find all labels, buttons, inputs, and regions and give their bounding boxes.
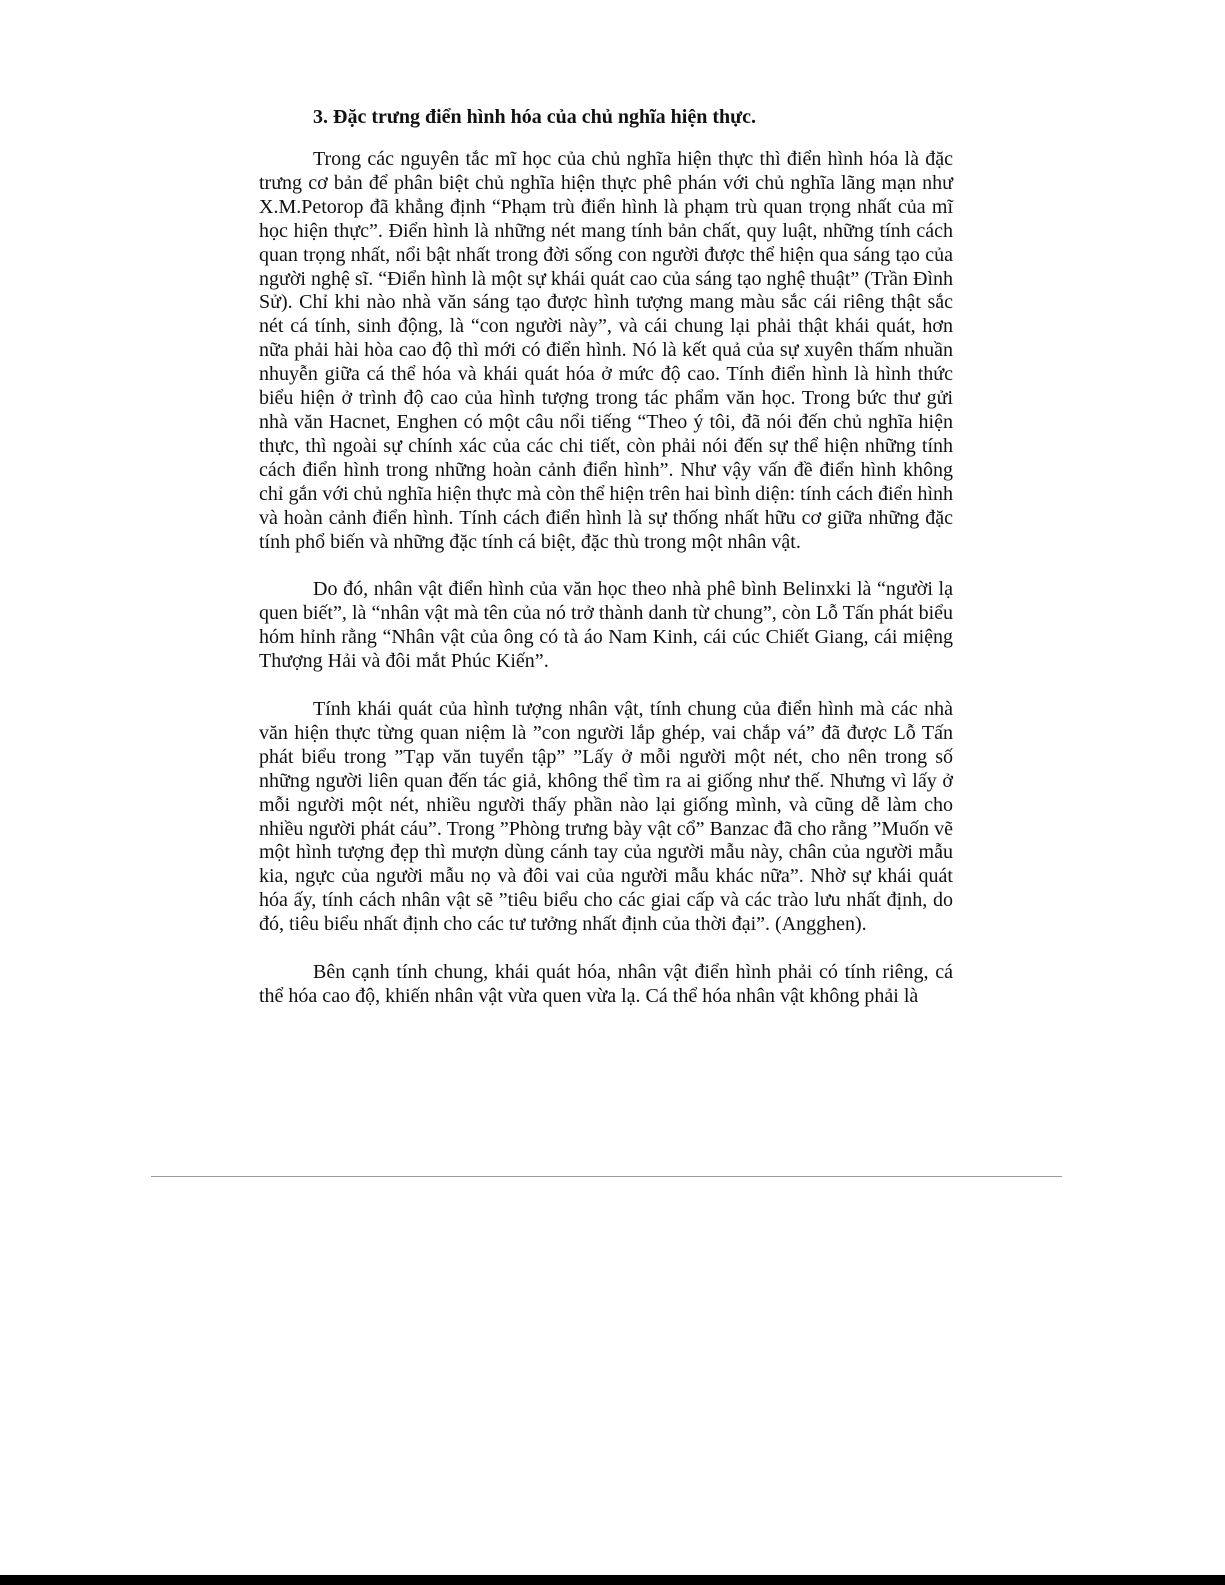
paragraph-generalization: Tính khái quát của hình tượng nhân vật, tính chung của điển hình mà các nhà văn hiện thực từng quan niệm là ”con người lắp ghép, vai chắp vá” đã được Lỗ Tấn phát biểu trong ”Tạp văn tuyển tập” ”Lấy ở mỗi người một nét, cho nên trong số những người liên quan đến tác giả, không thể tìm ra ai giống như thế. Nhưng vì lấy ở mỗi người một nét, nhiều người thấy phần nào lại giống mình, và cũng dễ làm cho nhiều người phát cáu”. Trong ”Phòng trưng bày vật cổ” Banzac đã cho rằng ”Muốn vẽ một hình tượng đẹp thì mượn dùng cánh tay của người mẫu này, chân của người mẫu kia, ngực của người mẫu nọ và đôi vai của người mẫu khác nữa”. Nhờ sự khái quát hóa ấy, tính cách nhân vật sẽ ”tiêu biểu cho các giai cấp và các trào lưu nhất định, do đó, tiêu biểu nhất định cho các tư tưởng nhất định của thời đại”. (Angghen). bbox=[259, 698, 953, 936]
paragraph-belinsky-lu-xun: Do đó, nhân vật điển hình của văn học theo nhà phê bình Belinxki là “người lạ quen biết”, là “nhân vật mà tên của nó trở thành danh từ chung”, còn Lỗ Tấn phát biểu hóm hỉnh rằng “Nhân vật của ông có tà áo Nam Kinh, cái cúc Chiết Giang, cái miệng Thượng Hải và đôi mắt Phúc Kiến”. bbox=[259, 578, 953, 673]
page-body bbox=[259, 104, 953, 1009]
page-divider bbox=[151, 1176, 1062, 1177]
section-heading: 3. Đặc trưng điển hình hóa của chủ nghĩa hiện thực. bbox=[313, 106, 756, 128]
bottom-edge-bar bbox=[0, 1575, 1225, 1585]
paragraph-typification-principle: Trong các nguyên tắc mĩ học của chủ nghĩa hiện thực thì điển hình hóa là đặc trưng cơ bản để phân biệt chủ nghĩa hiện thực phê phán với chủ nghĩa lãng mạn như X.M.Petorop đã khẳng định “Phạm trù điển hình là phạm trù quan trọng nhất của mĩ học hiện thực”. Điển hình là những nét mang tính bản chất, quy luật, những tính cách quan trọng nhất, nổi bật nhất trong đời sống con người được thể hiện qua sáng tạo của người nghệ sĩ. “Điển hình là một sự khái quát cao của sáng tạo nghệ thuật” (Trần Đình Sử). Chỉ khi nào nhà văn sáng tạo được hình tượng mang màu sắc cái riêng thật sắc nét cá tính, sinh động, là “con người này”, và cái chung lại phải thật khái quát, hơn nữa phải hài hòa cao độ thì mới có điển hình. Nó là kết quả của sự xuyên thấm nhuần nhuyễn giữa cá thể hóa và khái quát hóa ở mức độ cao. Tính điển hình là hình thức biểu hiện ở trình độ cao của hình tượng trong tác phẩm văn học. Trong bức thư gửi nhà văn Hacnet, Enghen có một câu nổi tiếng “Theo ý tôi, đã nói đến chủ nghĩa hiện thực, thì ngoài sự chính xác của các chi tiết, còn phải nói đến sự thể hiện những tính cách điển hình trong những hoàn cảnh điển hình”. Như vậy vấn đề điển hình không chỉ gắn với chủ nghĩa hiện thực mà còn thể hiện trên hai bình diện: tính cách điển hình và hoàn cảnh điển hình. Tính cách điển hình là sự thống nhất hữu cơ giữa những đặc tính phổ biến và những đặc tính cá biệt, đặc thù trong một nhân vật. bbox=[259, 148, 953, 553]
paragraph-individualization: Bên cạnh tính chung, khái quát hóa, nhân vật điển hình phải có tính riêng, cá thể hóa cao độ, khiến nhân vật vừa quen vừa lạ. Cá thể hóa nhân vật không phải là bbox=[259, 961, 953, 1007]
